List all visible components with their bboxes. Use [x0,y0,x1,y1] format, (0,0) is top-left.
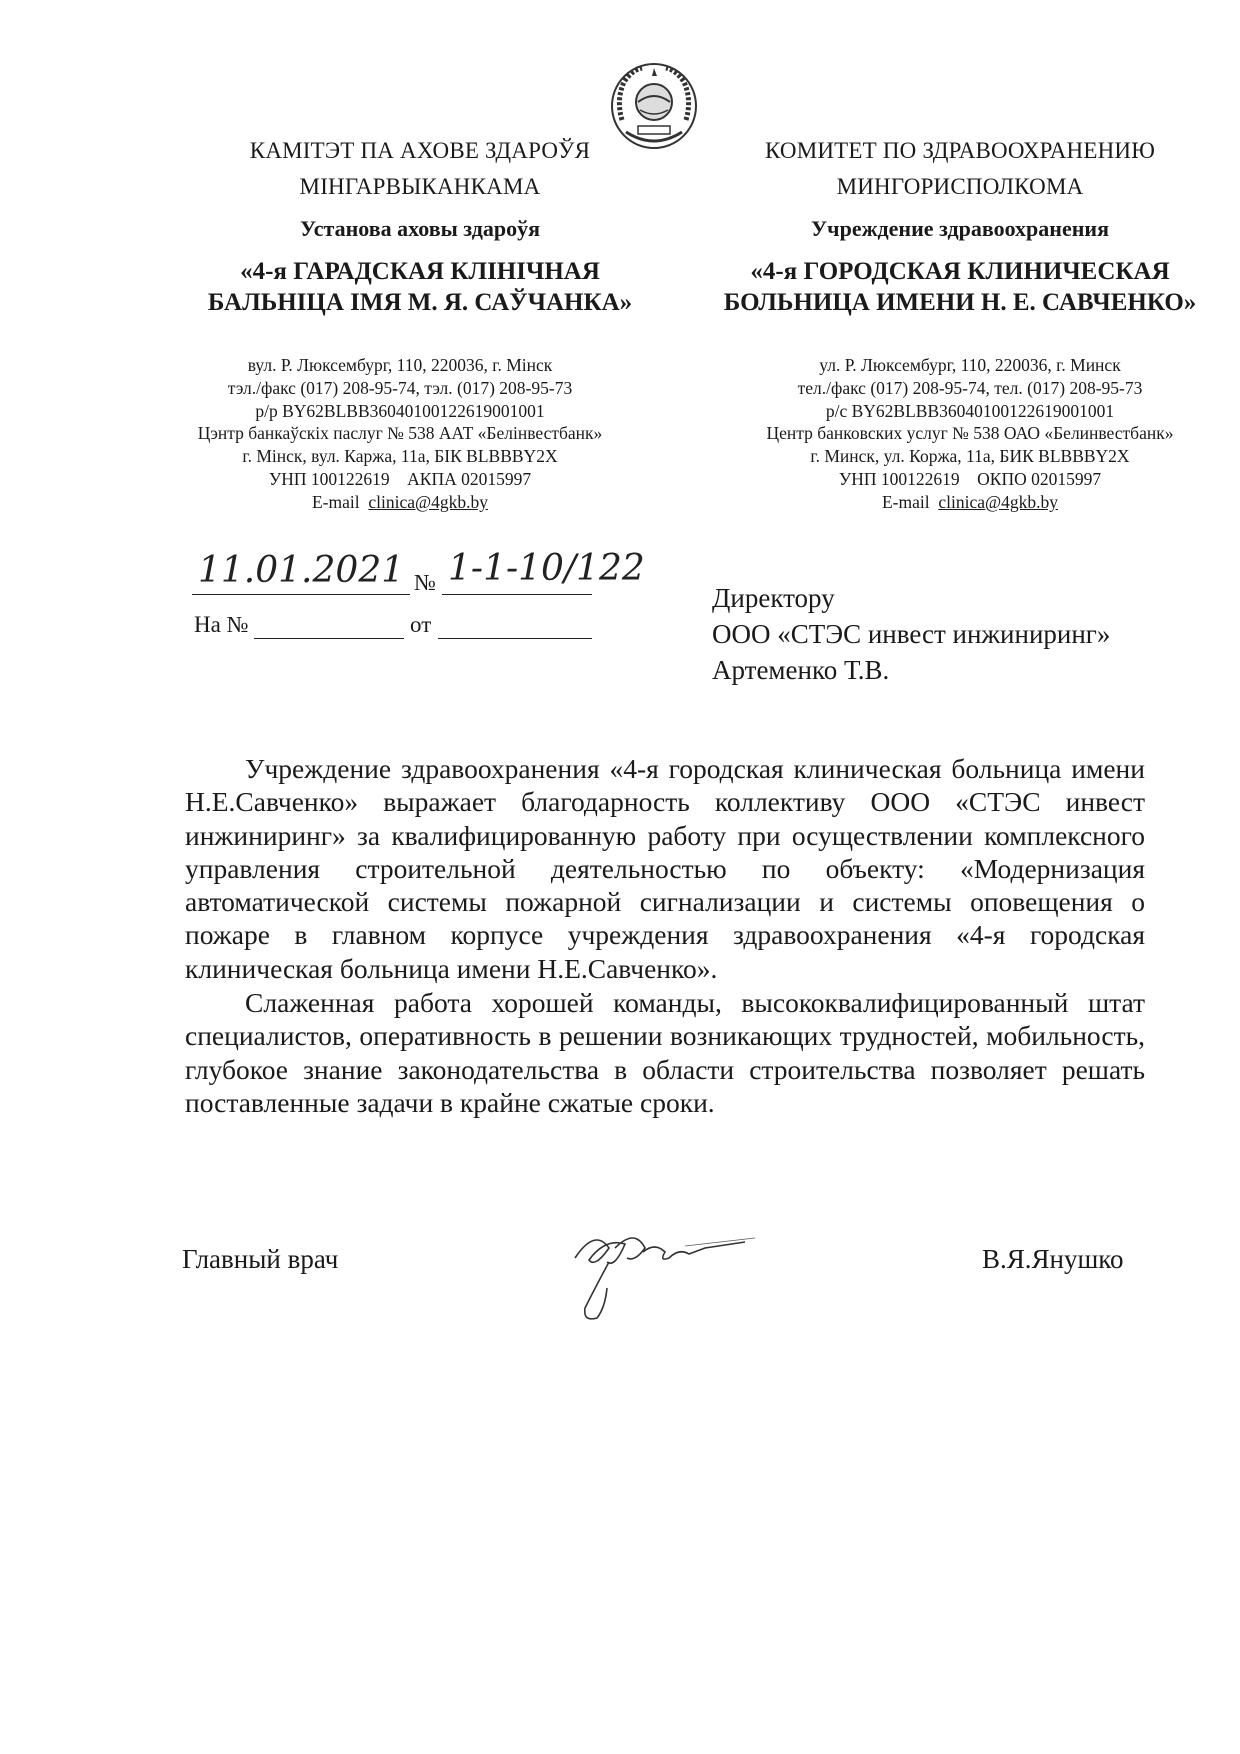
institution-type-be: Установа аховы здароўя [299,216,540,241]
requisite-line: Цэнтр банкаўскіх паслуг № 538 ААТ «Белінвестбанк» [197,423,603,444]
ministry-name-ru: КОМИТЕТ ПО ЗДРАВООХРАНЕНИЮ МИНГОРИСПОЛКОМА [764,138,1156,199]
requisite-line: г. Мінск, вул. Каржа, 11а, БІК BLBBBY2X [242,446,558,467]
reply-to-label: На № [194,612,249,637]
institution-name-be: «4-я ГАРАДСКАЯ КЛІНІЧНАЯ БАЛЬНІЦА ІМЯ М. Я. САЎЧАНКА» [207,258,633,316]
number-underline [442,594,592,595]
requisites-be [140,354,660,514]
requisite-line: ул. Р. Люксембург, 110, 220036, г. Минск [819,355,1121,375]
from-label: от [410,612,432,637]
email-line: E-mail clinica@4gkb.by [311,491,488,512]
letter-date: 11.01.2021 [198,550,405,591]
requisite-line: тэл./факс (017) 208-95-74, тэл. (017) 208-95-73 [227,377,573,398]
letter-number: 1-1-10/122 [448,548,645,589]
body-paragraph-2: Слаженная работа хорошей команды, высококвалифицированный штат специалистов, оперативность в решении возникающих трудностей, мобильность, глубокое знание законодательства в области строительства позволяет решать поставленные задачи в крайне сжатые сроки. [185,987,1145,1118]
signatory-position: Главный врач [182,1244,339,1274]
requisite-line: р/р BY62BLBB36040100122619001001 [255,400,545,421]
signatory-name: В.Я.Янушко [982,1244,1124,1274]
email-line: E-mail clinica@4gkb.by [881,491,1058,512]
header-right [700,133,1220,205]
requisites-ru [710,354,1230,514]
requisite-line: УНП 100122619 ОКПО 02015997 [838,468,1102,489]
date-underline [192,594,410,595]
requisite-line: тел./факс (017) 208-95-74, тел. (017) 208-95-73 [797,377,1143,398]
requisite-line: р/с BY62BLBB36040100122619001001 [825,400,1115,421]
addressee: Директору ООО «СТЭС инвест инжиниринг» Артеменко Т.В. [712,583,1111,685]
requisite-line: УНП 100122619 АКПА 02015997 [268,468,532,489]
requisite-line: вул. Р. Люксембург, 110, 220036, г. Мінск [247,355,553,375]
handwritten-signature-icon [565,1218,765,1328]
requisite-line: Центр банковских услуг № 538 ОАО «Белинвестбанк» [766,423,1174,444]
institution-type-ru: Учреждение здравоохранения [811,216,1109,241]
reply-number-line [254,638,404,639]
number-label: № [414,570,436,595]
header-left [160,133,680,205]
requisite-line: г. Минск, ул. Коржа, 11а, БИК BLBBBY2X [810,446,1130,467]
email-link[interactable]: clinica@4gkb.by [938,491,1058,512]
ministry-name-be: КАМІТЭТ ПА АХОВЕ ЗДАРОЎЯ МІНГАРВЫКАНКАМА [249,138,591,199]
body-paragraph-1: Учреждение здравоохранения «4-я городская клиническая больница имени Н.Е.Савченко» выражает благодарность коллективу ООО «СТЭС инвест инжиниринг» за квалифицированную работу при осуществлении комплексного управления строительной деятельностью по объекту: «Модернизация автоматической системы пожарной сигнализации и системы оповещения о пожаре в главном корпусе учреждения здравоохранения «4-я городская клиническая больница имени Н.Е.Савченко». [185,753,1145,984]
reply-date-line [438,638,592,639]
email-link[interactable]: clinica@4gkb.by [368,491,488,512]
institution-name-ru: «4-я ГОРОДСКАЯ КЛИНИЧЕСКАЯ БОЛЬНИЦА ИМЕНИ Н. Е. САВЧЕНКО» [723,258,1197,316]
